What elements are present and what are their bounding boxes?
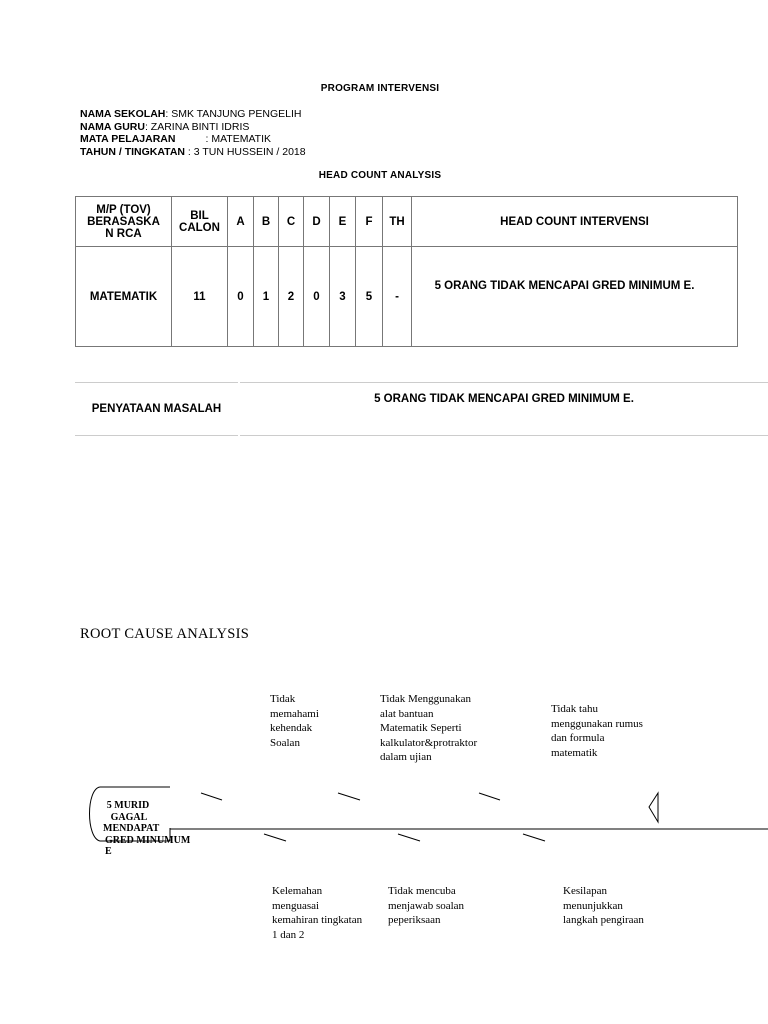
col-subject-l3: N RCA [105,227,142,240]
subject-row [80,133,306,146]
fishbone-arrow-icon [649,793,658,822]
cause-4-l3: kemahiran tingkatan [272,914,363,926]
year-value: : 3 TUN HUSSEIN / 2018 [187,145,306,158]
cell-d: 0 [304,247,330,347]
bone-top-3 [479,793,500,800]
fishbone-head [97,800,197,858]
cause-4-l1: Kelemahan [272,885,323,897]
cause-2-l1: Tidak Menggunakan [380,693,471,705]
cause-3 [551,702,643,760]
col-e: E [330,197,356,247]
col-intervensi: HEAD COUNT INTERVENSI [412,197,738,247]
rca-title: ROOT CAUSE ANALYSIS [80,626,250,642]
teacher-value: : ZARINA BINTI IDRIS [144,120,250,133]
fishbone-head-l4: GRED MINUMUM [105,834,191,846]
col-subject-l2: BERASASKA [87,215,160,228]
cause-5-l3: peperiksaan [388,914,441,926]
fishbone-head-l2: GAGAL [110,811,148,823]
bone-top-1 [201,793,222,800]
school-label: NAMA SEKOLAH [80,108,166,120]
cell-intervensi [412,247,738,347]
col-b: B [254,197,279,247]
cause-1 [270,692,319,750]
subject-value: : MATEMATIK [205,133,272,145]
col-d: D [304,197,330,247]
cell-th: - [383,247,412,347]
col-subject-l1: M/P (TOV) [96,203,151,216]
cause-6-l1: Kesilapan [563,885,607,897]
cause-2-l5: dalam ujian [380,751,432,763]
cell-b: 1 [254,247,279,347]
cause-4-l4: 1 dan 2 [272,928,305,941]
head-count-table [75,196,738,347]
problem-box [240,382,768,436]
cause-4 [272,884,362,942]
cell-subject: MATEMATIK [76,247,172,347]
cause-3-l3: dan formula [551,732,605,744]
col-subject [76,197,172,247]
problem-text: 5 ORANG TIDAK MENCAPAI GRED MINIMUM E. [374,393,634,405]
cell-e: 3 [330,247,356,347]
cause-5 [388,884,464,928]
problem-label: PENYATAAN MASALAH [75,382,238,436]
teacher-label: NAMA GURU [80,120,145,133]
cause-4-l2: menguasai [272,899,320,912]
school-row [80,108,306,121]
table-row [76,247,738,347]
section-title: HEAD COUNT ANALYSIS [318,170,442,181]
col-th: TH [383,197,412,247]
cause-2 [380,692,477,765]
cause-3-l1: Tidak tahu [551,703,598,715]
col-bil [172,197,228,247]
fishbone-head-l5: E [105,846,112,857]
teacher-row [80,121,306,134]
col-f: F [356,197,383,247]
fishbone-head-l1: 5 MURID [106,800,150,811]
cell-intervensi-text: 5 ORANG TIDAK MENCAPAI GRED MINIMUM E. [434,280,695,292]
cause-1-l4: Soalan [270,736,300,749]
col-c: C [279,197,304,247]
cause-3-l4: matematik [551,746,598,759]
cell-bil: 11 [172,247,228,347]
program-title: PROGRAM INTERVENSI [320,83,440,94]
bone-top-2 [338,793,360,800]
bone-bottom-3 [523,834,545,841]
table-header-row [76,197,738,247]
cause-1-l1: Tidak [270,693,296,705]
bone-bottom-2 [398,834,420,841]
cell-c: 2 [279,247,304,347]
cause-2-l2: alat bantuan [380,707,434,720]
cause-6 [563,884,644,928]
cause-1-l3: kehendak [270,722,313,734]
bone-bottom-1 [264,834,286,841]
col-bil-l2: CALON [179,221,220,234]
cell-a: 0 [228,247,254,347]
cause-6-l3: langkah pengiraan [563,914,644,926]
cell-f: 5 [356,247,383,347]
fishbone-head-l3: MENDAPAT [103,823,160,834]
col-a: A [228,197,254,247]
year-label: TAHUN / TINGKATAN [80,145,185,158]
col-bil-l1: BIL [190,209,209,222]
cause-5-l2: menjawab soalan [388,899,465,912]
cause-2-l3: Matematik Seperti [380,722,462,734]
cause-2-l4: kalkulator&protraktor [380,736,478,749]
cause-5-l1: Tidak mencuba [388,885,456,897]
cause-3-l2: menggunakan rumus [551,717,643,730]
subject-label: MATA PELAJARAN [80,133,176,145]
cause-6-l2: menunjukkan [563,899,623,912]
school-info [80,108,306,158]
year-row [80,146,306,159]
school-value: : SMK TANJUNG PENGELIH [165,108,302,120]
cause-1-l2: memahami [270,707,319,720]
